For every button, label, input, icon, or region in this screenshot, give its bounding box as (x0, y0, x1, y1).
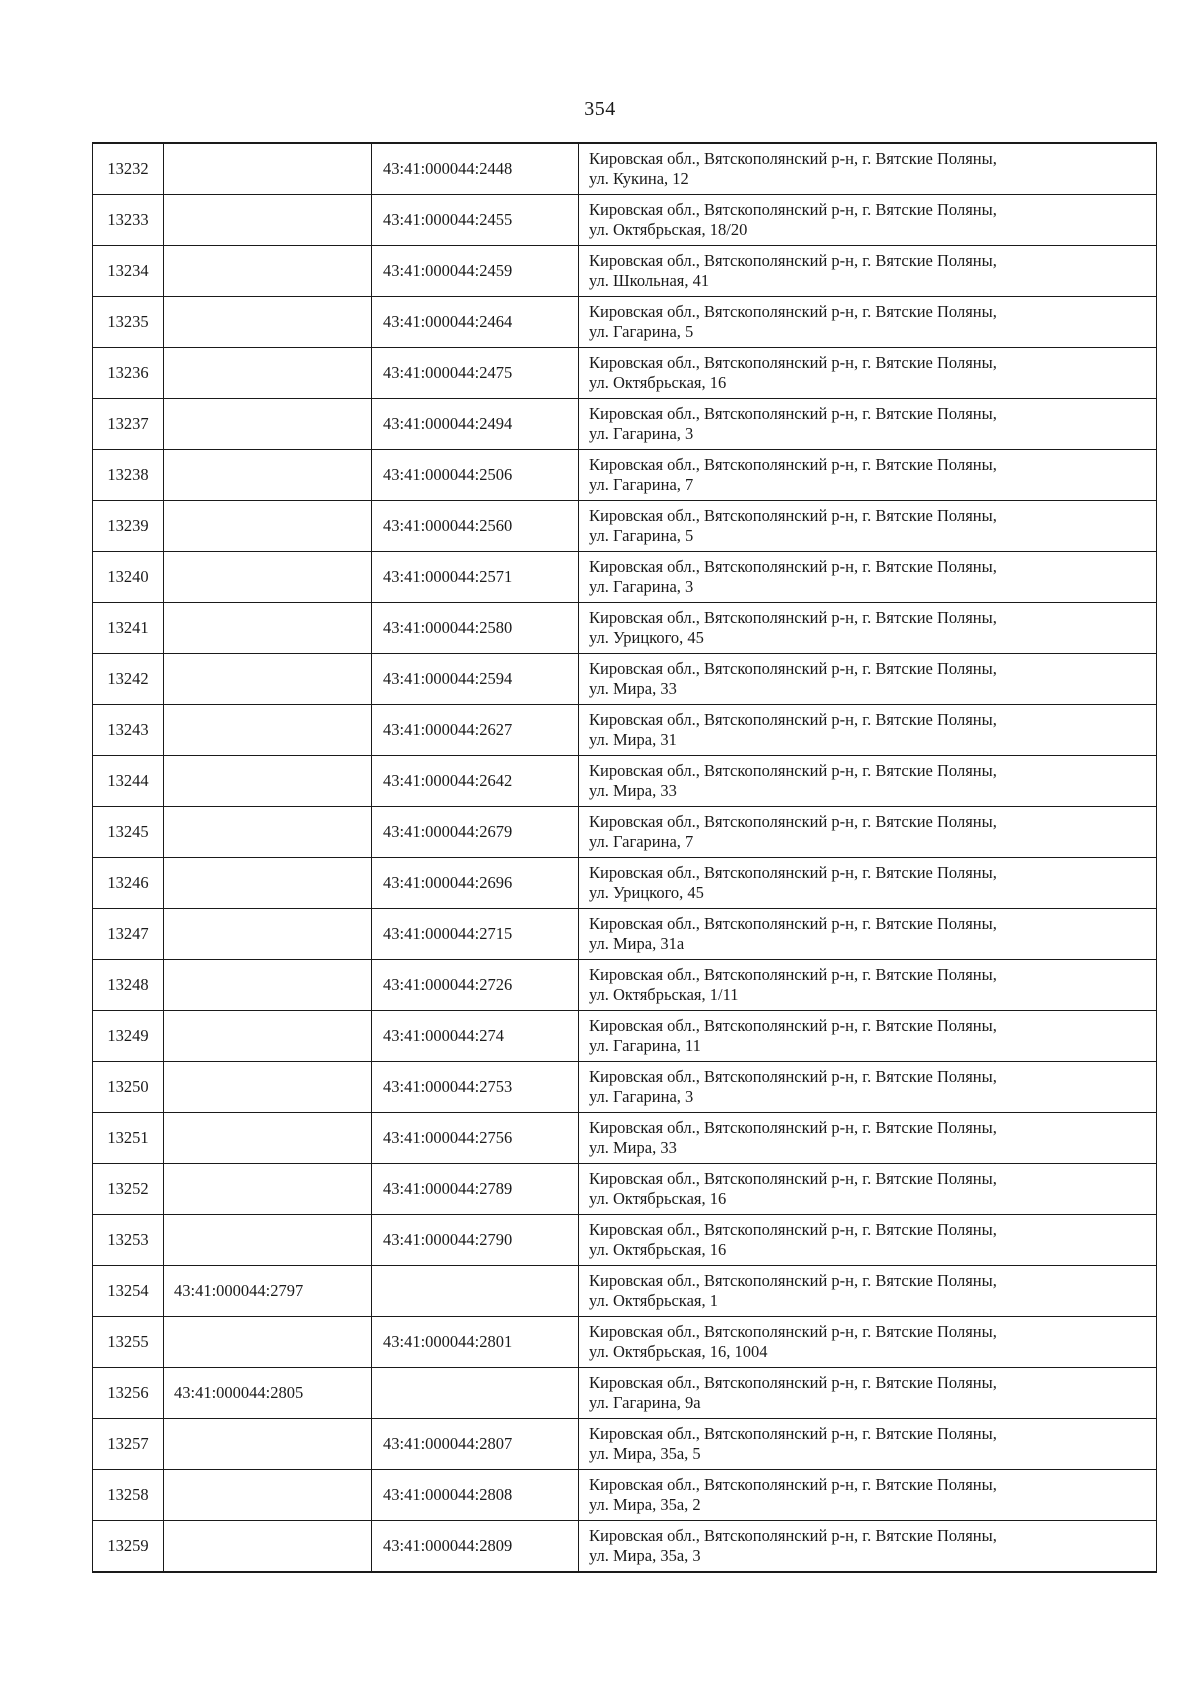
cadastral-number-secondary-cell: 43:41:000044:2627 (372, 705, 579, 756)
address-cell (579, 1317, 1157, 1368)
record-number-cell: 13254 (93, 1266, 164, 1317)
address-line-street: ул. Мира, 31 (589, 730, 677, 749)
address-cell (579, 603, 1157, 654)
address-line-street: ул. Октябрьская, 16 (589, 1189, 727, 1208)
cadastral-number-secondary-cell: 43:41:000044:2726 (372, 960, 579, 1011)
cadastral-number-secondary-cell: 43:41:000044:2715 (372, 909, 579, 960)
address-line-region: Кировская обл., Вятскополянский р-н, г. Вятские Поляны, (589, 200, 997, 219)
address-cell (579, 1164, 1157, 1215)
address-line-region: Кировская обл., Вятскополянский р-н, г. Вятские Поляны, (589, 251, 997, 270)
record-number-cell: 13253 (93, 1215, 164, 1266)
record-number-cell: 13238 (93, 450, 164, 501)
record-number-cell: 13245 (93, 807, 164, 858)
address-line-street: ул. Урицкого, 45 (589, 628, 704, 647)
address-line-street: ул. Школьная, 41 (589, 271, 710, 290)
table-row (93, 807, 1157, 858)
address-line-street: ул. Кукина, 12 (589, 169, 689, 188)
cadastral-number-primary-cell (164, 1470, 372, 1521)
cadastral-number-primary-cell (164, 960, 372, 1011)
address-line-street: ул. Гагарина, 3 (589, 1087, 694, 1106)
cadastral-number-secondary-cell: 43:41:000044:2464 (372, 297, 579, 348)
cadastral-number-primary-cell (164, 705, 372, 756)
table-row (93, 756, 1157, 807)
cadastral-number-primary-cell (164, 1011, 372, 1062)
record-number-cell: 13248 (93, 960, 164, 1011)
cadastral-number-primary-cell: 43:41:000044:2797 (164, 1266, 372, 1317)
cadastral-number-primary-cell (164, 1215, 372, 1266)
cadastral-number-primary-cell (164, 195, 372, 246)
record-number-cell: 13242 (93, 654, 164, 705)
cadastral-number-primary-cell (164, 807, 372, 858)
table-row (93, 450, 1157, 501)
cadastral-number-primary-cell (164, 450, 372, 501)
cadastral-number-primary-cell (164, 501, 372, 552)
address-cell (579, 960, 1157, 1011)
address-line-region: Кировская обл., Вятскополянский р-н, г. Вятские Поляны, (589, 1475, 997, 1494)
address-line-region: Кировская обл., Вятскополянский р-н, г. Вятские Поляны, (589, 1067, 997, 1086)
page-number: 354 (584, 98, 616, 120)
cadastral-number-primary-cell (164, 348, 372, 399)
address-line-region: Кировская обл., Вятскополянский р-н, г. Вятские Поляны, (589, 455, 997, 474)
address-cell (579, 143, 1157, 195)
address-line-street: ул. Гагарина, 9а (589, 1393, 701, 1412)
address-cell (579, 195, 1157, 246)
address-line-street: ул. Октябрьская, 1/11 (589, 985, 739, 1004)
record-number-cell: 13247 (93, 909, 164, 960)
record-number-cell: 13241 (93, 603, 164, 654)
address-line-region: Кировская обл., Вятскополянский р-н, г. Вятские Поляны, (589, 1220, 997, 1239)
address-line-street: ул. Мира, 33 (589, 679, 677, 698)
cadastral-number-primary-cell (164, 399, 372, 450)
cadastral-number-primary-cell (164, 909, 372, 960)
record-number-cell: 13246 (93, 858, 164, 909)
address-line-region: Кировская обл., Вятскополянский р-н, г. Вятские Поляны, (589, 557, 997, 576)
record-number-cell: 13236 (93, 348, 164, 399)
address-line-street: ул. Гагарина, 7 (589, 832, 694, 851)
address-cell (579, 1470, 1157, 1521)
cadastral-number-primary-cell (164, 858, 372, 909)
address-line-street: ул. Гагарина, 5 (589, 526, 694, 545)
record-number-cell: 13251 (93, 1113, 164, 1164)
cadastral-number-secondary-cell: 43:41:000044:2560 (372, 501, 579, 552)
record-number-cell: 13243 (93, 705, 164, 756)
address-line-region: Кировская обл., Вятскополянский р-н, г. Вятские Поляны, (589, 1271, 997, 1290)
cadastral-number-secondary-cell: 43:41:000044:2809 (372, 1521, 579, 1573)
address-cell (579, 399, 1157, 450)
table-row (93, 552, 1157, 603)
table-row (93, 1062, 1157, 1113)
address-cell (579, 909, 1157, 960)
address-line-region: Кировская обл., Вятскополянский р-н, г. Вятские Поляны, (589, 149, 997, 168)
cadastral-number-secondary-cell: 43:41:000044:2790 (372, 1215, 579, 1266)
address-cell (579, 501, 1157, 552)
address-line-street: ул. Мира, 35а, 2 (589, 1495, 701, 1514)
table-row (93, 1521, 1157, 1573)
cadastral-number-secondary-cell: 43:41:000044:2753 (372, 1062, 579, 1113)
address-line-street: ул. Урицкого, 45 (589, 883, 704, 902)
address-line-street: ул. Мира, 31а (589, 934, 685, 953)
address-line-region: Кировская обл., Вятскополянский р-н, г. Вятские Поляны, (589, 302, 997, 321)
table-row (93, 501, 1157, 552)
address-line-region: Кировская обл., Вятскополянский р-н, г. Вятские Поляны, (589, 1526, 997, 1545)
address-line-street: ул. Октябрьская, 16, 1004 (589, 1342, 768, 1361)
cadastral-number-primary-cell (164, 756, 372, 807)
table-row (93, 348, 1157, 399)
cadastral-number-primary-cell (164, 654, 372, 705)
address-line-street: ул. Октябрьская, 16 (589, 373, 727, 392)
cadastral-number-primary-cell (164, 1521, 372, 1573)
cadastral-number-secondary-cell (372, 1266, 579, 1317)
record-number-cell: 13234 (93, 246, 164, 297)
table-row (93, 143, 1157, 195)
address-line-street: ул. Мира, 33 (589, 1138, 677, 1157)
address-line-street: ул. Гагарина, 3 (589, 577, 694, 596)
address-cell (579, 756, 1157, 807)
cadastral-number-secondary-cell (372, 1368, 579, 1419)
record-number-cell: 13256 (93, 1368, 164, 1419)
address-cell (579, 807, 1157, 858)
address-cell (579, 1113, 1157, 1164)
address-cell (579, 552, 1157, 603)
address-cell (579, 1419, 1157, 1470)
cadastral-number-primary-cell (164, 1419, 372, 1470)
address-line-street: ул. Мира, 33 (589, 781, 677, 800)
address-line-street: ул. Гагарина, 5 (589, 322, 694, 341)
table-row (93, 1113, 1157, 1164)
record-number-cell: 13255 (93, 1317, 164, 1368)
record-number-cell: 13239 (93, 501, 164, 552)
address-line-street: ул. Гагарина, 7 (589, 475, 694, 494)
record-number-cell: 13232 (93, 143, 164, 195)
record-number-cell: 13258 (93, 1470, 164, 1521)
address-line-region: Кировская обл., Вятскополянский р-н, г. Вятские Поляны, (589, 1373, 997, 1392)
address-line-region: Кировская обл., Вятскополянский р-н, г. Вятские Поляны, (589, 1169, 997, 1188)
address-cell (579, 246, 1157, 297)
table-row (93, 1266, 1157, 1317)
address-line-region: Кировская обл., Вятскополянский р-н, г. Вятские Поляны, (589, 353, 997, 372)
record-number-cell: 13250 (93, 1062, 164, 1113)
record-number-cell: 13240 (93, 552, 164, 603)
record-number-cell: 13252 (93, 1164, 164, 1215)
address-line-region: Кировская обл., Вятскополянский р-н, г. Вятские Поляны, (589, 404, 997, 423)
address-line-street: ул. Гагарина, 11 (589, 1036, 701, 1055)
cadastral-number-primary-cell (164, 297, 372, 348)
cadastral-number-secondary-cell: 43:41:000044:2789 (372, 1164, 579, 1215)
cadastral-number-primary-cell (164, 143, 372, 195)
cadastral-number-primary-cell (164, 1062, 372, 1113)
table-row (93, 654, 1157, 705)
address-cell (579, 450, 1157, 501)
table-row (93, 1470, 1157, 1521)
cadastral-number-secondary-cell: 43:41:000044:2679 (372, 807, 579, 858)
record-number-cell: 13249 (93, 1011, 164, 1062)
address-line-region: Кировская обл., Вятскополянский р-н, г. Вятские Поляны, (589, 812, 997, 831)
cadastral-number-primary-cell (164, 1317, 372, 1368)
cadastral-number-secondary-cell: 43:41:000044:2494 (372, 399, 579, 450)
cadastral-number-secondary-cell: 43:41:000044:2696 (372, 858, 579, 909)
cadastral-number-secondary-cell: 43:41:000044:2571 (372, 552, 579, 603)
record-number-cell: 13237 (93, 399, 164, 450)
address-line-region: Кировская обл., Вятскополянский р-н, г. Вятские Поляны, (589, 659, 997, 678)
cadastral-number-secondary-cell: 43:41:000044:2756 (372, 1113, 579, 1164)
table-row (93, 909, 1157, 960)
address-cell (579, 705, 1157, 756)
cadastral-number-secondary-cell: 43:41:000044:2459 (372, 246, 579, 297)
cadastral-number-secondary-cell: 43:41:000044:2475 (372, 348, 579, 399)
registry-table (92, 142, 1157, 1573)
table-row (93, 858, 1157, 909)
table-row (93, 960, 1157, 1011)
record-number-cell: 13233 (93, 195, 164, 246)
address-cell (579, 858, 1157, 909)
address-line-region: Кировская обл., Вятскополянский р-н, г. Вятские Поляны, (589, 761, 997, 780)
cadastral-number-secondary-cell: 43:41:000044:2642 (372, 756, 579, 807)
cadastral-number-primary-cell (164, 552, 372, 603)
table-row (93, 1368, 1157, 1419)
table-row (93, 1215, 1157, 1266)
cadastral-number-secondary-cell: 43:41:000044:274 (372, 1011, 579, 1062)
address-line-region: Кировская обл., Вятскополянский р-н, г. Вятские Поляны, (589, 608, 997, 627)
address-cell (579, 1062, 1157, 1113)
address-cell (579, 1011, 1157, 1062)
table-row (93, 399, 1157, 450)
address-line-region: Кировская обл., Вятскополянский р-н, г. Вятские Поляны, (589, 863, 997, 882)
table-row (93, 1419, 1157, 1470)
cadastral-number-primary-cell (164, 603, 372, 654)
table-row (93, 1011, 1157, 1062)
record-number-cell: 13257 (93, 1419, 164, 1470)
cadastral-number-primary-cell (164, 1164, 372, 1215)
cadastral-number-primary-cell: 43:41:000044:2805 (164, 1368, 372, 1419)
cadastral-number-primary-cell (164, 1113, 372, 1164)
address-line-region: Кировская обл., Вятскополянский р-н, г. Вятские Поляны, (589, 1322, 997, 1341)
cadastral-number-secondary-cell: 43:41:000044:2448 (372, 143, 579, 195)
address-line-region: Кировская обл., Вятскополянский р-н, г. Вятские Поляны, (589, 506, 997, 525)
address-line-street: ул. Октябрьская, 18/20 (589, 220, 748, 239)
address-line-street: ул. Гагарина, 3 (589, 424, 694, 443)
table-row (93, 297, 1157, 348)
address-cell (579, 1368, 1157, 1419)
address-cell (579, 1266, 1157, 1317)
address-line-street: ул. Мира, 35а, 5 (589, 1444, 701, 1463)
cadastral-number-secondary-cell: 43:41:000044:2455 (372, 195, 579, 246)
cadastral-number-secondary-cell: 43:41:000044:2506 (372, 450, 579, 501)
cadastral-number-secondary-cell: 43:41:000044:2801 (372, 1317, 579, 1368)
address-cell (579, 654, 1157, 705)
table-row (93, 195, 1157, 246)
table-row (93, 705, 1157, 756)
record-number-cell: 13235 (93, 297, 164, 348)
address-line-street: ул. Октябрьская, 1 (589, 1291, 718, 1310)
address-line-region: Кировская обл., Вятскополянский р-н, г. Вятские Поляны, (589, 965, 997, 984)
cadastral-number-secondary-cell: 43:41:000044:2808 (372, 1470, 579, 1521)
address-cell (579, 297, 1157, 348)
address-cell (579, 348, 1157, 399)
address-cell (579, 1521, 1157, 1573)
address-line-region: Кировская обл., Вятскополянский р-н, г. Вятские Поляны, (589, 1016, 997, 1035)
address-line-region: Кировская обл., Вятскополянский р-н, г. Вятские Поляны, (589, 1424, 997, 1443)
address-line-street: ул. Мира, 35а, 3 (589, 1546, 701, 1565)
cadastral-number-secondary-cell: 43:41:000044:2594 (372, 654, 579, 705)
cadastral-number-primary-cell (164, 246, 372, 297)
table-row (93, 246, 1157, 297)
record-number-cell: 13244 (93, 756, 164, 807)
address-cell (579, 1215, 1157, 1266)
address-line-street: ул. Октябрьская, 16 (589, 1240, 727, 1259)
table-row (93, 1317, 1157, 1368)
table-row (93, 603, 1157, 654)
address-line-region: Кировская обл., Вятскополянский р-н, г. Вятские Поляны, (589, 1118, 997, 1137)
cadastral-number-secondary-cell: 43:41:000044:2580 (372, 603, 579, 654)
record-number-cell: 13259 (93, 1521, 164, 1573)
cadastral-number-secondary-cell: 43:41:000044:2807 (372, 1419, 579, 1470)
registry-table-body (93, 143, 1157, 1572)
address-line-region: Кировская обл., Вятскополянский р-н, г. Вятские Поляны, (589, 710, 997, 729)
address-line-region: Кировская обл., Вятскополянский р-н, г. Вятские Поляны, (589, 914, 997, 933)
table-row (93, 1164, 1157, 1215)
